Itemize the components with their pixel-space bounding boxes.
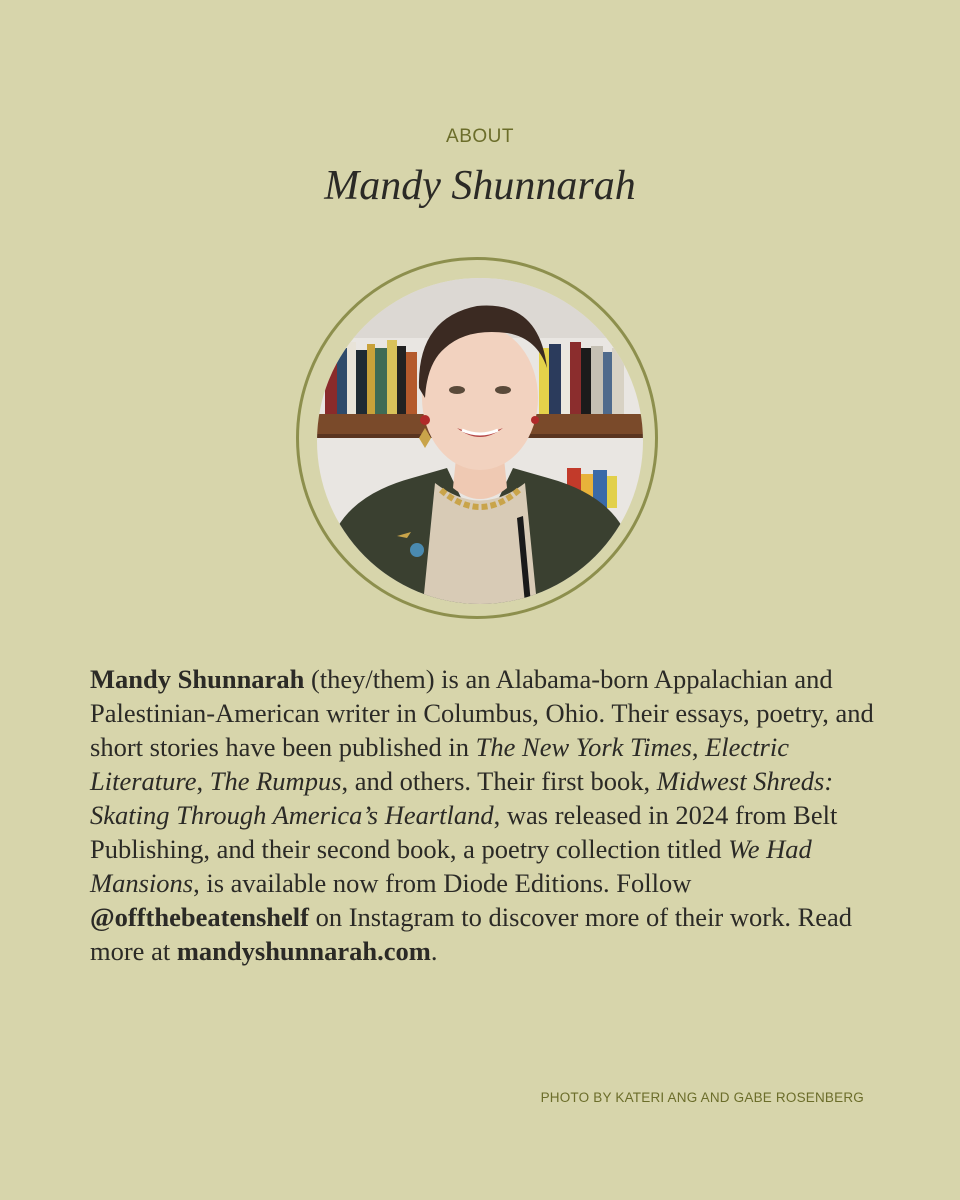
eyebrow-label: ABOUT <box>446 126 514 147</box>
publication-rumpus: The Rumpus <box>209 766 342 796</box>
publication-electric-literature: Electric Literature <box>90 732 789 796</box>
page-title: Mandy Shunnarah <box>324 163 636 209</box>
instagram-handle: @offthebeatenshelf <box>90 902 309 932</box>
bio-paragraph: Mandy Shunnarah (they/them) is an Alabama-born Appalachian and Palestinian-American writer in Columbus, Ohio. Their essays, poetry, and short stories have been published in The New York Times, Electric Literature, The Rumpus, and others. Their first book, Midwest Shreds: Skating Through America’s Heartland, was released in 2024 from Belt Publishing, and their second book, a poetry collection titled We Had Mansions, is available now from Diode Editions. Follow @offthebeatenshelf on Instagram to discover more of their work. Read more at mandyshunnarah.com. <box>90 664 874 966</box>
photo-credit: PHOTO BY KATERI ANG AND GABE ROSENBERG <box>540 1090 864 1105</box>
website-link: mandyshunnarah.com <box>176 936 431 966</box>
portrait-photo <box>317 278 643 604</box>
book-midwest-shreds: Midwest Shreds: Skating Through America’s Heartland <box>90 766 834 830</box>
bio-name: Mandy Shunnarah <box>90 664 305 694</box>
book-we-had-mansions: We Had Mansions <box>90 834 812 898</box>
publication-nyt: The New York Times <box>475 732 692 762</box>
